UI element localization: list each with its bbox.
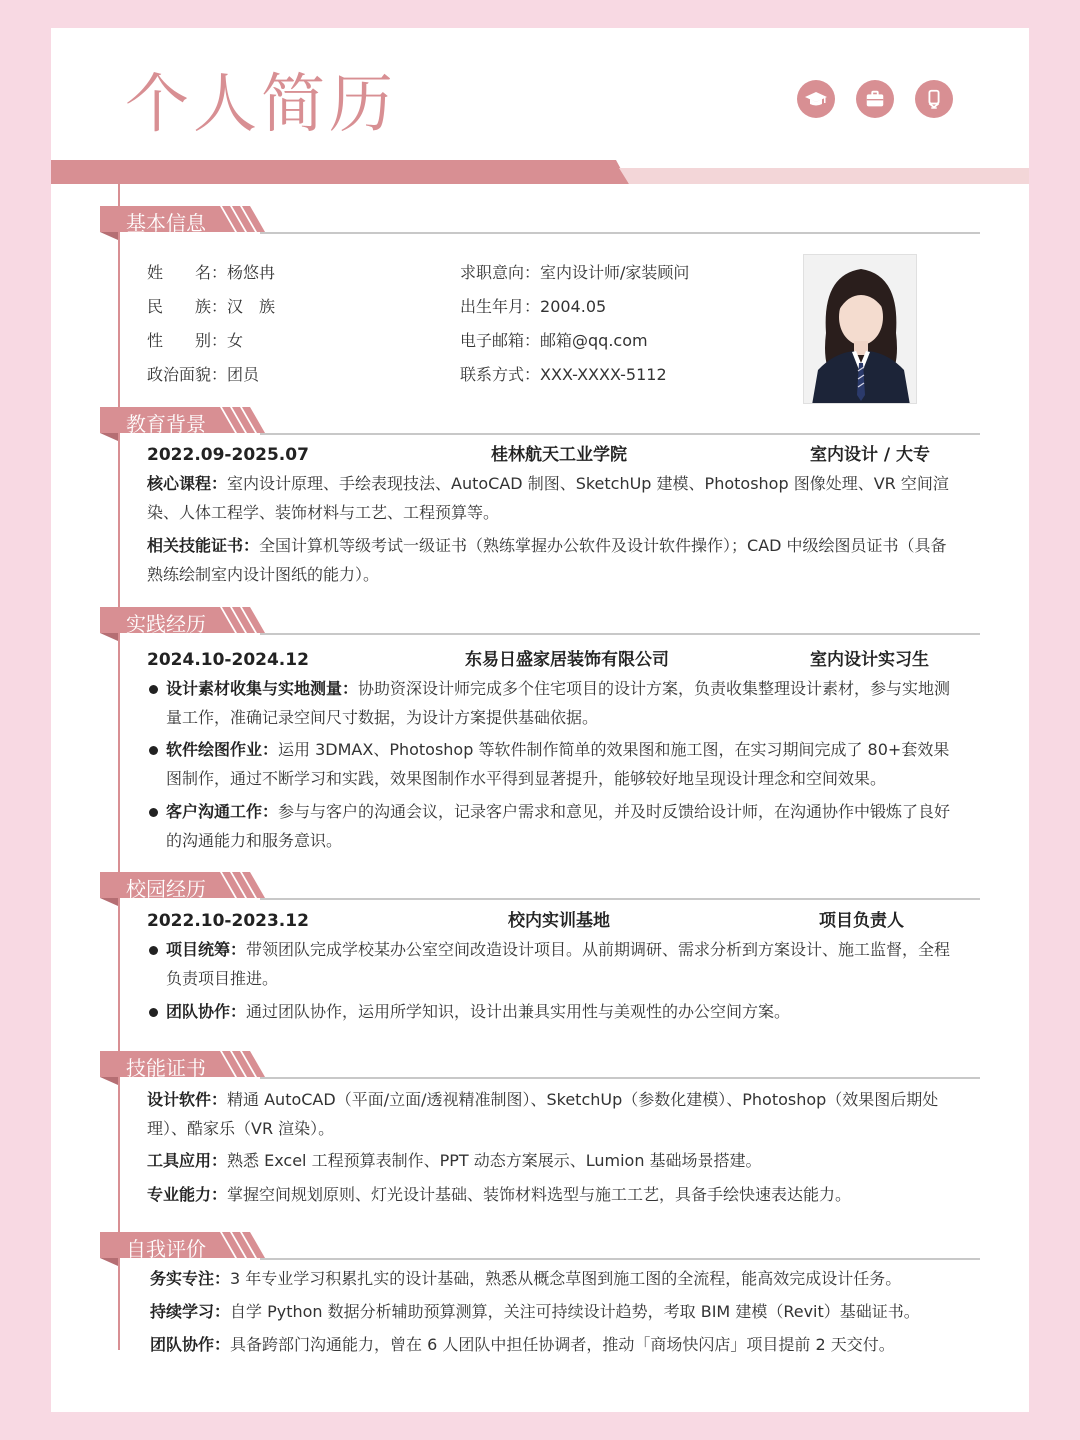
campus-role: 项目负责人 xyxy=(819,911,904,931)
info-label: 电子邮箱： xyxy=(460,331,541,350)
header-icons xyxy=(797,80,953,118)
briefcase-icon xyxy=(856,80,894,118)
timeline-line xyxy=(118,184,120,1350)
skill-item xyxy=(147,1181,959,1210)
edu-courses-text: 室内设计原理、手绘表现技法、AutoCAD 制图、SketchUp 建模、Photoshop 图像处理、VR 空间渲染、人体工程学、装饰材料与工艺、工程预算等。 xyxy=(147,474,949,522)
section-divider xyxy=(260,433,980,435)
info-phone xyxy=(460,361,667,389)
practice-role: 室内设计实习生 xyxy=(810,650,929,670)
bullet-dot xyxy=(149,808,158,817)
info-value: 团员 xyxy=(227,365,260,384)
info-email xyxy=(460,327,648,355)
edu-period: 2022.09-2025.07 xyxy=(147,445,309,465)
list-item xyxy=(147,798,959,855)
list-item xyxy=(147,998,959,1027)
edu-courses-label: 核心课程： xyxy=(147,474,228,493)
item-text: 熟悉 Excel 工程预算表制作、PPT 动态方案展示、Lumion 基础场景搭建。 xyxy=(227,1151,762,1170)
section-title: 技能证书 xyxy=(126,1056,206,1080)
item-label: 设计素材收集与实地测量： xyxy=(166,679,359,698)
campus-place: 校内实训基地 xyxy=(508,911,610,931)
info-label: 政治面貌： xyxy=(147,365,228,384)
item-text: 掌握空间规划原则、灯光设计基础、装饰材料选型与施工工艺，具备手绘快速表达能力。 xyxy=(227,1185,852,1204)
list-item xyxy=(147,736,959,793)
info-job xyxy=(460,259,689,287)
item-label: 务实专注： xyxy=(150,1269,231,1288)
section-divider xyxy=(260,1077,980,1079)
info-label: 姓 名： xyxy=(147,263,228,282)
edu-certs xyxy=(147,532,959,589)
practice-period: 2024.10-2024.12 xyxy=(147,650,309,670)
item-label: 设计软件： xyxy=(147,1090,228,1109)
item-text: 带领团队完成学校某办公室空间改造设计项目。从前期调研、需求分析到方案设计、施工监督，全程负责项目推进。 xyxy=(166,940,951,988)
info-name xyxy=(147,259,275,287)
item-label: 专业能力： xyxy=(147,1185,228,1204)
skill-item xyxy=(147,1147,959,1176)
info-label: 联系方式： xyxy=(460,365,541,384)
info-value: 女 xyxy=(227,331,244,350)
item-text: 协助资深设计师完成多个住宅项目的设计方案，负责收集整理设计素材，参与实地测量工作，准确记录空间尺寸数据，为设计方案提供基础依据。 xyxy=(166,679,951,727)
edu-major: 室内设计 / 大专 xyxy=(810,445,931,465)
section-divider xyxy=(260,1258,980,1260)
list-item xyxy=(147,675,959,732)
info-label: 出生年月： xyxy=(460,297,541,316)
item-text: 自学 Python 数据分析辅助预算测算，关注可持续设计趋势，考取 BIM 建模（Revit）基础证书。 xyxy=(230,1302,920,1321)
section-title: 校园经历 xyxy=(126,877,206,901)
section-divider xyxy=(260,633,980,635)
item-label: 软件绘图作业： xyxy=(166,740,279,759)
section-divider xyxy=(260,898,980,900)
item-text: 精通 AutoCAD（平面/立面/透视精准制图）、SketchUp（参数化建模）、Photoshop（效果图后期处理）、酷家乐（VR 渲染）。 xyxy=(147,1090,939,1138)
info-value: XXX-XXXX-5112 xyxy=(540,365,667,384)
item-text: 具备跨部门沟通能力，曾在 6 人团队中担任协调者，推动「商场快闪店」项目提前 2 天交付。 xyxy=(230,1335,895,1354)
section-campus xyxy=(100,872,980,912)
graduation-cap-icon xyxy=(797,80,835,118)
item-label: 团队协作： xyxy=(166,1002,247,1021)
info-label: 求职意向： xyxy=(460,263,541,282)
info-value: 汉 族 xyxy=(227,297,276,316)
practice-company: 东易日盛家居装饰有限公司 xyxy=(465,650,669,670)
self-eval-item xyxy=(150,1265,962,1294)
profile-photo xyxy=(803,254,917,404)
section-title: 实践经历 xyxy=(126,612,206,636)
header-band xyxy=(51,160,1029,184)
item-text: 运用 3DMAX、Photoshop 等软件制作简单的效果图和施工图，在实习期间完成了 80+套效果图制作，通过不断学习和实践，效果图制作水平得到显著提升，能够较好地呈现设计理念和空间效果。 xyxy=(166,740,950,788)
info-birth xyxy=(460,293,606,321)
item-label: 工具应用： xyxy=(147,1151,228,1170)
item-label: 持续学习： xyxy=(150,1302,231,1321)
page-title: 个人简历 xyxy=(125,68,397,142)
info-value: 室内设计师/家装顾问 xyxy=(540,263,690,282)
section-title: 教育背景 xyxy=(126,412,206,436)
info-label: 性 别： xyxy=(147,331,228,350)
section-basic-info xyxy=(100,206,980,246)
badge-icon xyxy=(915,80,953,118)
section-practice xyxy=(100,607,980,647)
section-title: 基本信息 xyxy=(126,211,206,235)
info-political xyxy=(147,361,259,389)
bullet-dot xyxy=(149,1008,158,1017)
self-eval-item xyxy=(150,1331,962,1360)
item-label: 项目统筹： xyxy=(166,940,247,959)
edu-school: 桂林航天工业学院 xyxy=(491,445,627,465)
item-text: 参与与客户的沟通会议，记录客户需求和意见，并及时反馈给设计师，在沟通协作中锻炼了良好的沟通能力和服务意识。 xyxy=(166,802,951,850)
bullet-dot xyxy=(149,685,158,694)
edu-courses xyxy=(147,470,959,527)
list-item xyxy=(147,936,959,993)
item-text: 3 年专业学习积累扎实的设计基础，熟悉从概念草图到施工图的全流程，能高效完成设计任务。 xyxy=(230,1269,902,1288)
bullet-dot xyxy=(149,746,158,755)
info-gender xyxy=(147,327,243,355)
info-value: 杨悠冉 xyxy=(227,263,276,282)
edu-certs-label: 相关技能证书： xyxy=(147,536,260,555)
info-value: 邮箱@qq.com xyxy=(540,331,648,350)
self-eval-item xyxy=(150,1298,962,1327)
campus-period: 2022.10-2023.12 xyxy=(147,911,309,931)
section-divider xyxy=(260,232,980,234)
item-text: 通过团队协作，运用所学知识，设计出兼具实用性与美观性的办公空间方案。 xyxy=(246,1002,791,1021)
info-value: 2004.05 xyxy=(540,297,607,316)
info-ethnicity xyxy=(147,293,275,321)
edu-certs-text: 全国计算机等级考试一级证书（熟练掌握办公软件及设计软件操作）；CAD 中级绘图员证书（具备熟练绘制室内设计图纸的能力）。 xyxy=(147,536,947,584)
item-label: 团队协作： xyxy=(150,1335,231,1354)
item-label: 客户沟通工作： xyxy=(166,802,279,821)
section-title: 自我评价 xyxy=(126,1237,206,1261)
section-skills xyxy=(100,1051,980,1091)
skill-item xyxy=(147,1086,959,1143)
bullet-dot xyxy=(149,946,158,955)
info-label: 民 族： xyxy=(147,297,228,316)
